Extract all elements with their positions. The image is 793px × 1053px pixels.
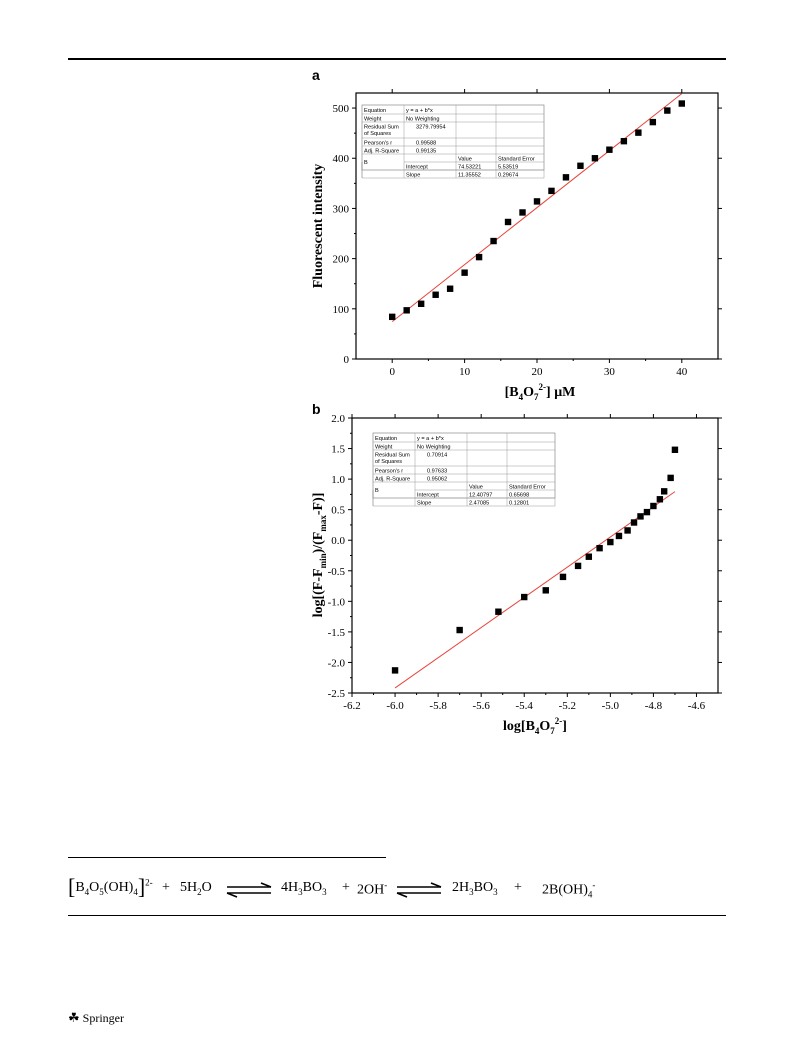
data-point (543, 587, 549, 593)
table-cell: 0.65698 (509, 492, 530, 499)
data-point (534, 198, 540, 204)
data-point (476, 254, 482, 260)
data-point (637, 513, 643, 519)
data-point (606, 147, 612, 153)
x-tick-label: -4.8 (644, 700, 663, 712)
table-cell: Equation (375, 436, 398, 442)
springer-logo-icon: ☘ (68, 1010, 80, 1025)
table-cell: Pearson's r (375, 468, 404, 475)
panel-b (311, 401, 722, 736)
data-point (403, 307, 409, 313)
eq-plus-3: + (514, 880, 522, 895)
data-point (616, 533, 622, 539)
x-tick-label: -6.2 (343, 700, 361, 712)
x-tick-label: -5.0 (601, 700, 620, 712)
data-point (521, 594, 527, 600)
y-tick-label: 1.0 (331, 474, 345, 487)
data-point (560, 574, 566, 580)
data-point (505, 219, 511, 225)
table-cell: 5.53519 (498, 164, 519, 171)
data-point (456, 627, 462, 633)
eq-plus-1: + (162, 880, 170, 895)
data-point (621, 138, 627, 144)
eq-borate: $2B(OH)_4^-$ (542, 880, 596, 900)
table-cell: No Weighting (406, 116, 440, 123)
table-cell: Slope (406, 172, 421, 179)
table-cell: B (375, 488, 379, 494)
table-cell: Standard Error (498, 156, 535, 163)
table-cell: Value (458, 156, 472, 163)
table-cell: 0.99135 (416, 148, 437, 155)
table-cell: Adj. R-Square (364, 148, 400, 155)
y-tick-label: 300 (332, 203, 349, 216)
equilibrium-arrow-1 (225, 882, 273, 898)
data-point (650, 119, 656, 125)
table-cell: No Weighting (417, 444, 451, 451)
eq-product-boric-2: $2H_3BO_3$ (452, 880, 498, 897)
data-point (418, 301, 424, 307)
y-tick-label: 500 (332, 103, 349, 116)
y-tick-label: 400 (332, 153, 349, 166)
data-point (679, 100, 685, 106)
table-cell: 11.35552 (458, 172, 481, 179)
y-tick-label: -2.0 (327, 657, 345, 670)
bottom-rule (68, 915, 726, 916)
data-point (586, 554, 592, 560)
data-point (635, 129, 641, 135)
table-cell: Slope (417, 500, 432, 507)
data-point (644, 509, 650, 515)
table-cell: 0.95062 (427, 476, 448, 483)
eq-hydroxide: 2OH- (357, 880, 388, 898)
data-point (577, 163, 583, 169)
data-point (575, 563, 581, 569)
y-tick-label: 200 (332, 253, 349, 266)
panel-letter-b: b (312, 401, 321, 417)
x-tick-label: -4.6 (687, 700, 706, 712)
eq-product-boric: $4H_3BO_3$ (281, 880, 327, 897)
table-cell: 0.70914 (427, 452, 448, 459)
y-tick-label: -2.5 (327, 688, 345, 700)
table-cell: y = a + b*x (417, 436, 444, 442)
y-tick-label: 2.0 (331, 413, 345, 425)
table-cell: y = a + b*x (406, 108, 433, 114)
data-point (664, 107, 670, 113)
table-cell: Value (469, 484, 483, 491)
y-tick-label: -0.5 (327, 565, 345, 578)
y-axis-label: $\log[(F-F_{min})/(F_{max}-F)]$ (311, 492, 328, 618)
y-tick-label: -1.5 (327, 626, 345, 639)
x-tick-label: 10 (459, 366, 471, 378)
y-axis-label: Fluorescent intensity (311, 163, 326, 289)
data-point (447, 286, 453, 292)
y-tick-label: 0.5 (331, 504, 345, 517)
table-cell: Weight (364, 116, 382, 123)
eq-reactant: $[B_4O_5(OH)_4]^{2-}$ (68, 874, 153, 899)
data-point (650, 503, 656, 509)
x-axis-label: $[B_4O_7^{2-}]$ μM (504, 382, 576, 402)
y-tick-label: 0 (343, 354, 349, 366)
panel-a (311, 67, 722, 402)
data-point (596, 545, 602, 551)
x-tick-label: 0 (389, 366, 395, 378)
table-cell: Intercept (417, 492, 439, 499)
table-cell: Residual Sum (375, 452, 410, 459)
y-tick-label: -1.0 (327, 596, 345, 609)
table-cell: Intercept (406, 164, 428, 171)
eq-plus-2: + (342, 880, 350, 895)
data-point (631, 519, 637, 525)
table-cell: of Squares (364, 131, 392, 137)
x-tick-label: -5.2 (558, 700, 577, 712)
footnote-rule (68, 857, 386, 858)
x-tick-label: 40 (676, 366, 688, 378)
table-cell: 0.29674 (498, 172, 519, 179)
y-tick-label: 100 (332, 303, 349, 316)
x-tick-label: 30 (603, 366, 615, 378)
data-point (607, 539, 613, 545)
x-tick-label: -5.4 (515, 700, 533, 712)
eq-water: $5H_2O$ (180, 880, 212, 897)
data-point (519, 209, 525, 215)
table-cell: 12.40797 (469, 492, 493, 499)
table-cell: Standard Error (509, 484, 546, 491)
x-tick-label: 20 (531, 366, 543, 378)
data-point (389, 314, 395, 320)
data-point (661, 488, 667, 494)
data-point (548, 188, 554, 194)
data-point (461, 269, 467, 275)
chemical-equation (68, 870, 728, 910)
x-tick-label: -5.6 (472, 700, 490, 712)
data-point (392, 667, 398, 673)
data-point (563, 174, 569, 180)
publisher-name: Springer (82, 1011, 124, 1025)
table-cell: B (364, 160, 368, 166)
publisher-footer (68, 1010, 124, 1026)
table-cell: 0.99588 (416, 140, 437, 147)
table-cell: of Squares (375, 459, 403, 465)
data-point (592, 155, 598, 161)
table-cell: Equation (364, 108, 387, 114)
panel-letter-a: a (312, 67, 320, 83)
table-cell: 0.97633 (427, 468, 448, 475)
data-point (667, 475, 673, 481)
data-point (490, 238, 496, 244)
data-point (495, 609, 501, 615)
table-cell: Adj. R-Square (375, 476, 411, 483)
data-point (657, 496, 663, 502)
table-cell: 74.53221 (458, 164, 482, 171)
x-tick-label: -5.8 (429, 700, 447, 712)
table-cell: 0.12801 (509, 500, 530, 507)
table-cell: Weight (375, 444, 393, 451)
table-cell: Pearson's r (364, 140, 393, 147)
data-point (672, 447, 678, 453)
x-axis-label: $\log[B_4O_7^{2-}]$ (503, 716, 567, 736)
x-tick-label: -6.0 (386, 700, 404, 712)
y-tick-label: 0.0 (331, 535, 345, 548)
y-tick-label: 1.5 (331, 443, 345, 456)
data-point (432, 292, 438, 298)
data-point (624, 527, 630, 533)
table-cell: 2.47085 (469, 500, 490, 507)
table-cell: 3279.79954 (416, 124, 446, 131)
equilibrium-arrow-2 (395, 882, 443, 898)
table-cell: Residual Sum (364, 124, 399, 131)
